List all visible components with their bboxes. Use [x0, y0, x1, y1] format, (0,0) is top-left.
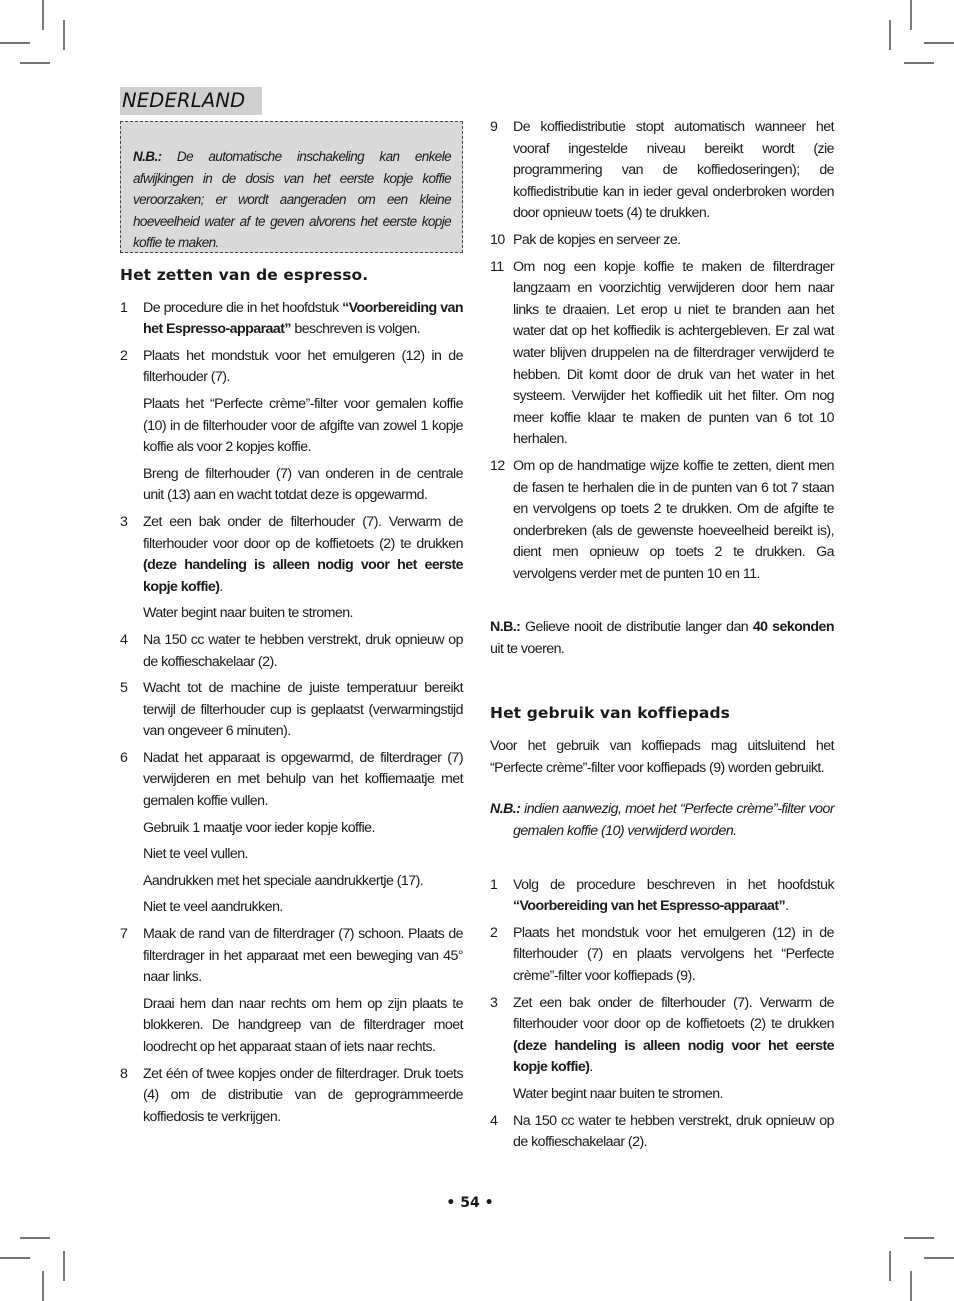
step-number: 9 [490, 119, 498, 135]
note-text-part: Gelieve nooit de distributie langer dan [520, 619, 753, 636]
step-text: Om op de handmatige wijze koffie te zetten, dient men de fasen te herhalen die in de punten van 6 tot 7 staan en vervolgens op toets 2 te drukken. Om de afgifte te onderbreken (als de gewenste hoeveelheid bereikt is), dient men opnieuw op toets 2 te drukken. Ga vervolgens verder met de punten 10 en 11. [513, 457, 834, 582]
step-text [143, 298, 463, 341]
step-number: 1 [490, 876, 498, 893]
espresso-step-2 [120, 346, 463, 507]
pads-intro: Voor het gebruik van koffiepads mag uitsluitend het “Perfecte crème”-filter voor koffiepads (9) worden gebruikt. [490, 738, 834, 776]
page-number: • 54 • [446, 1195, 494, 1211]
step-number: 3 [490, 994, 498, 1011]
step-paragraph: Water begint naar buiten te stromen. [513, 1085, 723, 1102]
espresso-heading: Het zetten van de espresso. [120, 266, 369, 284]
espresso-step-6 [120, 748, 463, 919]
step-text-part: . [785, 898, 789, 915]
note-text-part: uit te voeren. [490, 641, 565, 658]
pads-step-3 [490, 993, 834, 1106]
step-text [513, 993, 834, 1079]
step-text-bold: “Voorbereiding van het Espresso-apparaat” [513, 898, 786, 915]
step-number: 4 [120, 631, 128, 648]
step-text: Om nog een kopje koffie te maken de filterdrager langzaam en voorzichtig verwijderen door hem naar links te draaien. Let erop u niet te branden aan het water dat op het koffiedik is achtergebleven. Er zal wat water blijven druppelen na de filterdrager verwijderd te hebben. Dit komt door de druk van het water in het systeem. Verwijder het koffiedik uit het filter. Om nog meer koffie klaar te maken de punten van 6 tot 10 herhalen. [513, 258, 834, 448]
step-number: 4 [490, 1112, 498, 1129]
note-text: indien aanwezig, moet het “Perfecte crème”-filter voor gemalen koffie (10) verwijderd worden. [513, 801, 834, 840]
step-text: Zet één of twee kopjes onder de filterdrager. Druk toets (4) om de distributie van de geprogrammeerde koffiedosis te verkrijgen. [143, 1065, 463, 1125]
distribution-note [490, 617, 834, 660]
espresso-step-12 [490, 456, 834, 586]
step-number: 5 [120, 680, 128, 697]
step-text [143, 512, 463, 598]
step-paragraph: Plaats het “Perfecte crème”-filter voor gemalen koffie (10) in de filterhouder voor de afgifte van zowel 1 kopje koffie als voor 2 kopjes koffie. [143, 395, 463, 456]
step-text-bold: “Voorbereiding van het Espresso-apparaat” [143, 299, 463, 338]
note-box-text [133, 146, 451, 254]
pads-step-4 [490, 1111, 834, 1154]
espresso-step-7 [120, 924, 463, 1059]
step-text: Na 150 cc water te hebben verstrekt, druk opnieuw op de koffieschakelaar (2). [143, 631, 463, 670]
pads-step-1 [490, 875, 834, 918]
espresso-step-3 [120, 512, 463, 625]
step-paragraph: Niet te veel aandrukken. [143, 899, 283, 916]
step-text: Wacht tot de machine de juiste temperatuur bereikt terwijl de filterhouder cup is geplaatst (verwarmingstijd van ongeveer 6 minuten). [143, 680, 463, 740]
step-text-part: Zet een bak onder de filterhouder (7). Verwarm de filterhouder voor door op de koffietoets (2) te drukken [513, 994, 834, 1033]
step-text-bold: (deze handeling is alleen nodig voor het eerste kopje koffie) [513, 1037, 834, 1076]
step-paragraph: Draai hem dan naar rechts om hem op zijn plaats te blokkeren. De handgreep van de filterdrager moet loodrecht op het apparaat staan of iets naar rechts. [143, 995, 463, 1055]
step-text [513, 875, 834, 918]
step-paragraph: Aandrukken met het speciale aandrukkertje (17). [143, 872, 424, 889]
pads-step-2 [490, 923, 834, 988]
language-label: NEDERLAND [122, 89, 246, 112]
note-text-bold: 40 sekonden [752, 619, 834, 636]
step-text-part: Volg de procedure beschreven in het hoofdstuk [513, 876, 834, 893]
step-number: 3 [120, 513, 128, 530]
step-text: Plaats het mondstuk voor het emulgeren (12) in de filterhouder (7) en plaats vervolgens het “Perfecte crème”-filter voor koffiepads (9). [513, 924, 834, 984]
step-text: Nadat het apparaat is opgewarmd, de filterdrager (7) verwijderen en met behulp van het koffiemaatje met gemalen koffie vullen. [143, 749, 463, 810]
espresso-step-5 [120, 678, 463, 743]
note-label: N.B.: [490, 801, 521, 818]
step-text: Pak de kopjes en serveer ze. [513, 231, 681, 248]
espresso-step-10 [490, 230, 834, 252]
pads-note [490, 799, 834, 842]
step-text: De koffiedistributie stopt automatisch wanneer het vooraf ingestelde niveau bereikt wordt (zie programmering van de koffiedoseringen); de koffiedistributie kan in ieder geval onderbroken worden door opnieuw toets (4) te drukken. [513, 119, 834, 222]
step-paragraph: Gebruik 1 maatje voor ieder kopje koffie. [143, 819, 375, 836]
step-number: 11 [490, 258, 504, 275]
step-number: 8 [120, 1065, 128, 1082]
pads-heading: Het gebruik van koffiepads [490, 703, 731, 722]
step-text-part: De procedure die in het hoofdstuk [143, 299, 343, 316]
espresso-step-9 [490, 117, 834, 225]
step-number: 6 [120, 749, 128, 766]
step-text: Maak de rand van de filterdrager (7) schoon. Plaats de filterdrager in het apparaat met een beweging van 45° naar links. [143, 926, 463, 986]
step-number: 10 [490, 231, 505, 248]
step-number: 2 [120, 347, 128, 364]
left-column [120, 265, 463, 1128]
language-tab [120, 87, 262, 115]
step-paragraph: Water begint naar buiten te stromen. [143, 605, 353, 622]
step-number: 2 [490, 924, 498, 941]
step-text: Plaats het mondstuk voor het emulgeren (12) in de filterhouder (7). [143, 347, 463, 386]
step-number: 7 [120, 926, 128, 943]
step-paragraph: Breng de filterhouder (7) van onderen in de centrale unit (13) aan en wacht totdat deze is opgewarmd. [143, 465, 463, 504]
step-number: 12 [490, 457, 505, 474]
espresso-step-11 [490, 257, 834, 451]
note-box [120, 121, 463, 253]
note-label: N.B.: [490, 619, 521, 636]
step-text-bold: (deze handeling is alleen nodig voor het eerste kopje koffie) [143, 557, 463, 595]
step-text-part: Zet een bak onder de filterhouder (7). Verwarm de filterhouder voor door op de koffietoets (2) te drukken [143, 513, 463, 552]
step-paragraph: Niet te veel vullen. [143, 846, 248, 863]
step-text-part: . [219, 578, 223, 595]
note-box-label: N.B.: [133, 149, 162, 164]
espresso-step-8 [120, 1064, 463, 1129]
espresso-step-1 [120, 298, 463, 341]
step-text-part: beschreven is volgen. [290, 321, 421, 338]
note-box-body: De automatische inschakeling kan enkele afwijkingen in de dosis van het eerste kopje koffie veroorzaken; er wordt aangeraden om een kleine hoeveelheid water af te geven alvorens het eerste kopje koffie te maken. [133, 149, 451, 250]
step-text: Na 150 cc water te hebben verstrekt, druk opnieuw op de koffieschakelaar (2). [513, 1112, 834, 1151]
espresso-step-4 [120, 630, 463, 673]
step-number: 1 [120, 299, 128, 316]
right-column [490, 117, 834, 1154]
step-text-part: . [589, 1059, 593, 1076]
